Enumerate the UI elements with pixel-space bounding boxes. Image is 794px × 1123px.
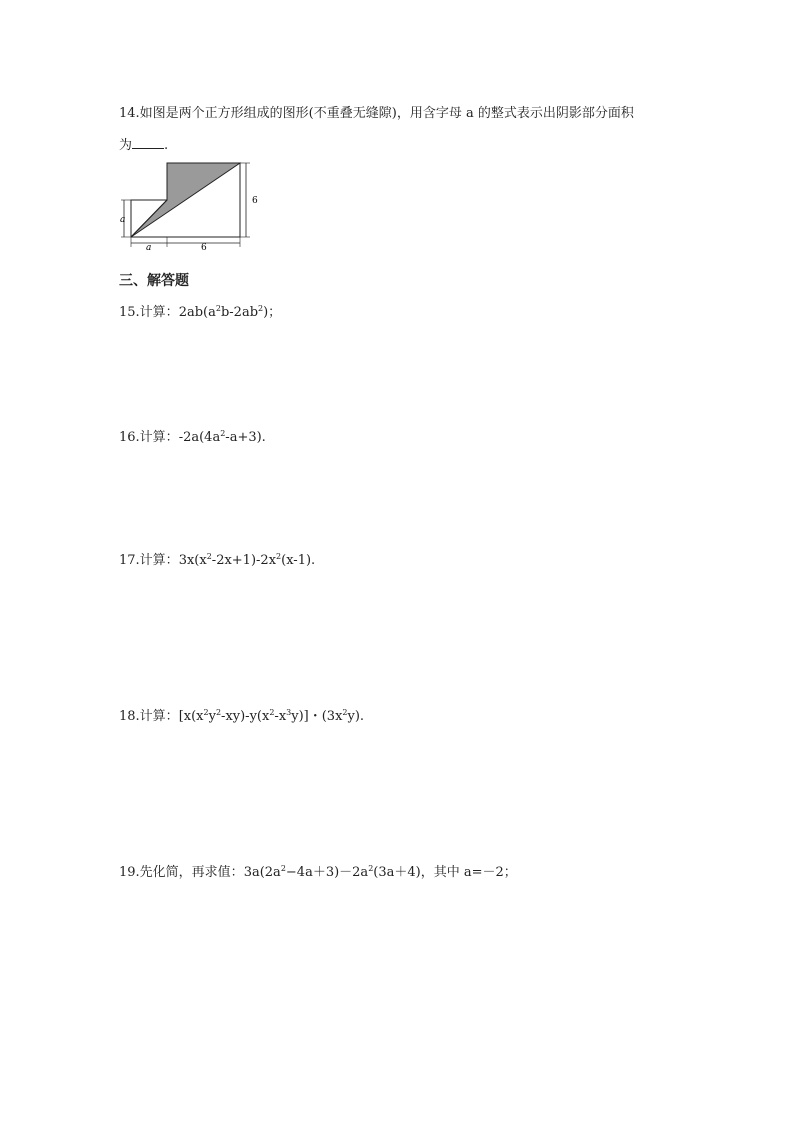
question-15: 15.计算：$2ab(a^2b-2ab^2)$； — [119, 304, 282, 320]
question-14-line2 — [119, 134, 168, 153]
question-19: 19.先化简，再求值：$3a(2a^2-4a+3)-2a^2(3a+4)$，其中 a=－2； — [119, 864, 517, 880]
question-14-prefix: 为 — [119, 138, 133, 153]
label-6-bottom: 6 — [201, 243, 207, 250]
question-17: 17.计算：$3x(x^2-2x+1)-2x^2(x-1)$. — [119, 552, 316, 568]
question-16: 16.计算：$-2a(4a^2-a+3)$. — [119, 429, 266, 445]
answer-blank — [132, 136, 164, 149]
label-6-right: 6 — [252, 196, 258, 206]
label-a-bottom: a — [146, 243, 152, 250]
small-diagonal — [131, 200, 167, 237]
two-squares-figure — [119, 160, 264, 250]
question-14-suffix: . — [164, 138, 169, 153]
section-title: 三、解答题 — [119, 273, 189, 289]
question-14-line1: 14.如图是两个正方形组成的图形(不重叠无缝隙)，用含字母 a 的整式表示出阴影部分面积 — [119, 106, 634, 121]
question-18: 18.计算：$[x(x^2y^2-xy)-y(x^2-x^3y)]$・$(3x^2y)$. — [119, 708, 365, 724]
label-a-left: a — [120, 215, 126, 225]
